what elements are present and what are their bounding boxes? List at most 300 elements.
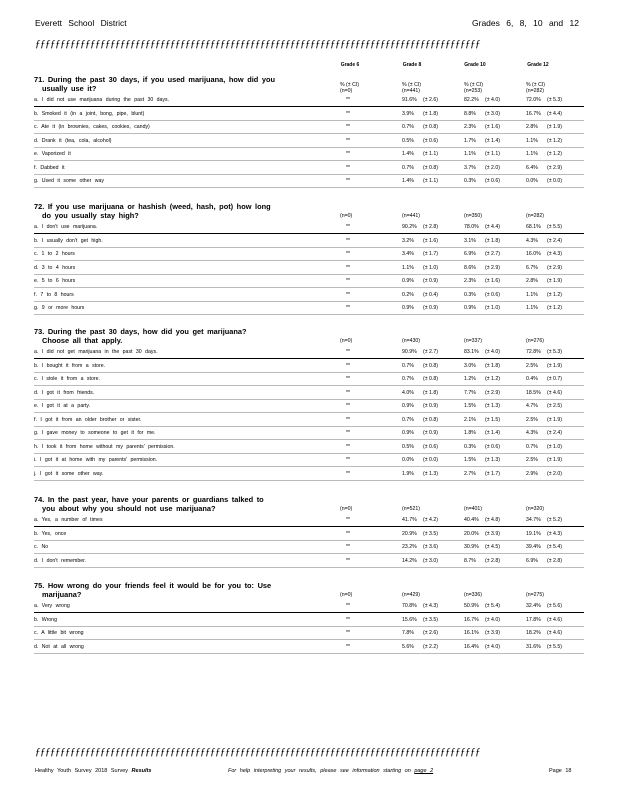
sample-size: (n=275) xyxy=(526,592,545,598)
confidence-interval: (± 5.3) xyxy=(547,349,562,355)
percent-value: 8.8% xyxy=(464,110,476,117)
confidence-interval: (± 0.8) xyxy=(423,164,438,171)
response-label: j. I got it some other way. xyxy=(34,470,104,477)
footer-help-text: For help interpreting your results, please see information starting on xyxy=(228,768,411,774)
response-label: f. 7 to 8 hours xyxy=(34,291,74,298)
confidence-interval: (± 5.2) xyxy=(547,517,562,523)
percent-value: 0.5% xyxy=(402,443,414,450)
row-divider xyxy=(34,314,584,315)
table-row xyxy=(34,109,584,121)
confidence-interval: (± 0.0) xyxy=(547,178,562,184)
percent-value: 0.2% xyxy=(402,291,414,298)
percent-value: ** xyxy=(346,251,351,257)
confidence-interval: (± 0.7) xyxy=(547,376,562,382)
confidence-interval: (± 4.6) xyxy=(547,389,562,396)
confidence-interval: (± 1.7) xyxy=(423,251,438,257)
table-row xyxy=(34,95,584,107)
table-row xyxy=(34,601,584,613)
row-divider xyxy=(34,372,584,373)
table-row xyxy=(34,401,584,413)
response-label: b. I bought it from a store. xyxy=(34,362,106,369)
table-row xyxy=(34,136,584,148)
percent-value: 2.5% xyxy=(526,362,538,369)
percent-value: 0.4% xyxy=(526,376,538,382)
percent-value: 72.0% xyxy=(526,97,541,103)
row-divider xyxy=(34,260,584,261)
question-title-line: marijuana? xyxy=(42,589,82,599)
response-label: c. I stole it from a store. xyxy=(34,376,100,382)
confidence-interval: (± 3.0) xyxy=(423,557,438,564)
percent-value: 6.4% xyxy=(526,164,538,171)
percent-value: 90.9% xyxy=(402,349,417,355)
percent-value: 30.9% xyxy=(464,544,479,550)
percent-value: 34.7% xyxy=(526,517,541,523)
percent-value: 1.1% xyxy=(526,305,538,311)
sample-size: (n=337) xyxy=(464,338,483,344)
table-row xyxy=(34,556,584,568)
percent-value: 0.0% xyxy=(402,457,414,463)
confidence-interval: (± 4.0) xyxy=(485,616,500,623)
confidence-interval: (± 3.5) xyxy=(423,616,438,623)
percent-value: 5.6% xyxy=(402,643,414,650)
confidence-interval: (± 4.6) xyxy=(547,616,562,623)
percent-value: 1.5% xyxy=(464,403,476,409)
confidence-interval: (± 3.0) xyxy=(485,110,500,117)
row-divider xyxy=(34,653,584,654)
percent-value: 0.7% xyxy=(402,164,414,171)
confidence-interval: (± 1.1) xyxy=(423,151,438,157)
percent-value: ** xyxy=(346,443,351,450)
confidence-interval: (± 2.2) xyxy=(423,643,438,650)
confidence-interval: (± 2.5) xyxy=(547,403,562,409)
row-divider xyxy=(34,358,584,359)
table-row xyxy=(34,361,584,373)
table-row xyxy=(34,529,584,541)
percent-value: 3.2% xyxy=(402,237,414,244)
confidence-interval: (± 1.3) xyxy=(485,457,500,463)
page-number: Page 18 xyxy=(549,768,572,774)
percent-value: 50.9% xyxy=(464,603,479,609)
percent-value: ** xyxy=(346,530,351,537)
confidence-interval: (± 4.0) xyxy=(485,349,500,355)
confidence-interval: (± 4.4) xyxy=(547,110,562,117)
confidence-interval: (± 1.1) xyxy=(485,151,500,157)
response-label: a. I did not use marijuana during the past 30 days. xyxy=(34,97,170,103)
response-label: f. Dabbed it xyxy=(34,164,65,171)
percent-value: 18.2% xyxy=(526,630,541,636)
table-row xyxy=(34,347,584,359)
confidence-interval: (± 4.3) xyxy=(423,603,438,609)
confidence-interval: (± 2.4) xyxy=(547,237,562,244)
confidence-interval: (± 1.2) xyxy=(547,291,562,298)
confidence-interval: (± 4.5) xyxy=(485,544,500,550)
percent-value: 0.3% xyxy=(464,443,476,450)
confidence-interval: (± 0.8) xyxy=(423,124,438,130)
row-divider xyxy=(34,466,584,467)
percent-value: 2.5% xyxy=(526,416,538,423)
percent-value: 3.1% xyxy=(464,237,476,244)
percent-value: 1.8% xyxy=(464,430,476,436)
percent-value: 1.4% xyxy=(402,178,414,184)
percent-value: ** xyxy=(346,389,351,396)
table-row xyxy=(34,455,584,467)
row-divider xyxy=(34,133,584,134)
confidence-interval: (± 0.6) xyxy=(423,137,438,144)
confidence-interval: (± 1.8) xyxy=(423,110,438,117)
ci-label: % (± CI) xyxy=(526,82,545,88)
percent-value: 23.2% xyxy=(402,544,417,550)
percent-value: 0.9% xyxy=(402,430,414,436)
response-label: b. Smoked it (in a joint, bong, pipe, blunt) xyxy=(34,110,145,117)
percent-value: 0.5% xyxy=(402,137,414,144)
percent-value: 0.9% xyxy=(464,305,476,311)
row-divider xyxy=(34,526,584,527)
percent-value: 19.1% xyxy=(526,530,541,537)
top-divider: ƒƒƒƒƒƒƒƒƒƒƒƒƒƒƒƒƒƒƒƒƒƒƒƒƒƒƒƒƒƒƒƒƒƒƒƒƒƒƒƒƒƒƒƒƒƒƒƒƒƒƒƒƒƒƒƒƒƒƒƒƒƒƒƒƒƒƒƒƒƒƒƒƒƒƒƒƒƒƒƒƒƒƒƒƒƒƒƒƒ xyxy=(35,38,480,50)
confidence-interval: (± 1.6) xyxy=(423,237,438,244)
table-row xyxy=(34,415,584,427)
confidence-interval: (± 3.9) xyxy=(485,530,500,537)
table-row xyxy=(34,515,584,527)
sample-size: (n=0) xyxy=(340,213,353,219)
sample-size: (n=0) xyxy=(340,88,353,94)
response-label: a. Very wrong xyxy=(34,603,70,609)
confidence-interval: (± 4.0) xyxy=(485,97,500,103)
confidence-interval: (± 1.0) xyxy=(485,305,500,311)
row-divider xyxy=(34,612,584,613)
percent-value: 15.6% xyxy=(402,616,417,623)
response-label: i. I got it at home with my parents' permission. xyxy=(34,457,158,463)
table-row xyxy=(34,222,584,234)
response-label: c. A little bit wrong xyxy=(34,630,84,636)
confidence-interval: (± 1.8) xyxy=(423,389,438,396)
row-divider xyxy=(34,120,584,121)
sample-size: (n=429) xyxy=(402,592,421,598)
confidence-interval: (± 1.7) xyxy=(485,470,500,477)
confidence-interval: (± 1.2) xyxy=(547,305,562,311)
page-2-link[interactable]: page 2 xyxy=(414,768,434,774)
confidence-interval: (± 1.9) xyxy=(547,278,562,284)
percent-value: 4.3% xyxy=(526,430,538,436)
percent-value: 1.1% xyxy=(402,264,414,271)
question-title-line: 72. If you use marijuana or hashish (weed, hash, pot) how long xyxy=(34,202,271,211)
sample-size: (n=441) xyxy=(402,88,421,94)
percent-value: 2.3% xyxy=(464,124,476,130)
confidence-interval: (± 1.3) xyxy=(485,403,500,409)
confidence-interval: (± 1.0) xyxy=(423,264,438,271)
percent-value: 2.3% xyxy=(464,278,476,284)
percent-value: ** xyxy=(346,151,351,157)
percent-value: ** xyxy=(346,544,351,550)
row-divider xyxy=(34,160,584,161)
percent-value: 20.0% xyxy=(464,530,479,537)
confidence-interval: (± 1.6) xyxy=(485,278,500,284)
confidence-interval: (± 1.0) xyxy=(547,443,562,450)
response-label: c. 1 to 2 hours xyxy=(34,251,75,257)
confidence-interval: (± 5.5) xyxy=(547,224,562,230)
table-row xyxy=(34,276,584,288)
percent-value: 4.7% xyxy=(526,403,538,409)
confidence-interval: (± 0.9) xyxy=(423,305,438,311)
percent-value: ** xyxy=(346,376,351,382)
question-title-line: 73. During the past 30 days, how did you get marijuana? xyxy=(34,327,247,336)
row-divider xyxy=(34,480,584,481)
response-label: e. 5 to 6 hours xyxy=(34,278,76,284)
percent-value: 3.4% xyxy=(402,251,414,257)
confidence-interval: (± 1.3) xyxy=(423,470,438,477)
footer-results: Results xyxy=(131,768,152,774)
response-label: a. Yes, a number of times xyxy=(34,517,103,523)
percent-value: 0.9% xyxy=(402,305,414,311)
percent-value: ** xyxy=(346,264,351,271)
percent-value: 6.9% xyxy=(526,557,538,564)
confidence-interval: (± 1.2) xyxy=(547,137,562,144)
percent-value: 8.6% xyxy=(464,264,476,271)
percent-value: ** xyxy=(346,291,351,298)
sample-size: (n=253) xyxy=(464,88,483,94)
footer-help xyxy=(228,768,433,774)
question-title xyxy=(34,582,324,599)
percent-value: 3.9% xyxy=(402,110,414,117)
confidence-interval: (± 2.9) xyxy=(485,389,500,396)
percent-value: 20.9% xyxy=(402,530,417,537)
confidence-interval: (± 5.4) xyxy=(485,603,500,609)
response-label: h. I took it from home without my parents' permission. xyxy=(34,443,175,450)
row-divider xyxy=(34,174,584,175)
percent-value: 8.7% xyxy=(464,557,476,564)
table-row xyxy=(34,163,584,175)
percent-value: 16.7% xyxy=(526,110,541,117)
percent-value: 31.6% xyxy=(526,643,541,650)
percent-value: ** xyxy=(346,305,351,311)
percent-value: ** xyxy=(346,430,351,436)
confidence-interval: (± 0.8) xyxy=(423,376,438,382)
percent-value: ** xyxy=(346,616,351,623)
percent-value: 2.1% xyxy=(464,416,476,423)
percent-value: 17.8% xyxy=(526,616,541,623)
confidence-interval: (± 0.9) xyxy=(423,430,438,436)
table-row xyxy=(34,442,584,454)
sample-size: (n=320) xyxy=(526,506,545,512)
percent-value: ** xyxy=(346,403,351,409)
confidence-interval: (± 3.6) xyxy=(423,544,438,550)
ci-label: % (± CI) xyxy=(402,82,421,88)
question-title-line: Choose all that apply. xyxy=(42,335,123,345)
response-label: e. Vaporized it xyxy=(34,151,71,157)
sample-size: (n=0) xyxy=(340,506,353,512)
percent-value: 7.8% xyxy=(402,630,414,636)
grades-label: Grades 6, 8, 10 and 12 xyxy=(472,18,579,28)
confidence-interval: (± 0.8) xyxy=(423,416,438,423)
percent-value: 16.1% xyxy=(464,630,479,636)
response-label: b. I usually don't get high. xyxy=(34,237,103,244)
response-label: a. I don't use marijuana. xyxy=(34,224,98,230)
question-title-line: you about why you should not use marijuana? xyxy=(42,503,216,513)
percent-value: ** xyxy=(346,470,351,477)
response-label: d. Not at all wrong xyxy=(34,643,84,650)
confidence-interval: (± 1.8) xyxy=(485,362,500,369)
response-label: g. Used it some other way xyxy=(34,178,104,184)
percent-value: 70.8% xyxy=(402,603,417,609)
question-title xyxy=(34,328,324,345)
percent-value: 1.1% xyxy=(526,137,538,144)
percent-value: 68.1% xyxy=(526,224,541,230)
confidence-interval: (± 0.8) xyxy=(423,362,438,369)
confidence-interval: (± 0.6) xyxy=(485,178,500,184)
sample-size: (n=441) xyxy=(402,213,421,219)
row-divider xyxy=(34,385,584,386)
percent-value: ** xyxy=(346,416,351,423)
percent-value: 2.7% xyxy=(464,470,476,477)
percent-value: 0.7% xyxy=(402,124,414,130)
question-title-line: 74. In the past year, have your parents or guardians talked to xyxy=(34,495,264,504)
percent-value: ** xyxy=(346,137,351,144)
percent-value: 6.7% xyxy=(526,264,538,271)
percent-value: 0.9% xyxy=(402,403,414,409)
percent-value: ** xyxy=(346,643,351,650)
confidence-interval: (± 1.9) xyxy=(547,457,562,463)
percent-value: ** xyxy=(346,110,351,117)
table-row xyxy=(34,263,584,275)
percent-value: ** xyxy=(346,164,351,171)
confidence-interval: (± 1.4) xyxy=(485,137,500,144)
row-divider xyxy=(34,439,584,440)
table-row xyxy=(34,149,584,161)
ci-label: % (± CI) xyxy=(340,82,359,88)
percent-value: ** xyxy=(346,124,351,130)
confidence-interval: (± 1.9) xyxy=(547,124,562,130)
row-divider xyxy=(34,147,584,148)
sample-size: (n=282) xyxy=(526,88,545,94)
percent-value: 1.5% xyxy=(464,457,476,463)
question-title-line: do you usually stay high? xyxy=(42,210,139,220)
response-label: d. Drank it (tea, cola, alcohol) xyxy=(34,137,112,144)
table-row xyxy=(34,428,584,440)
percent-value: 4.3% xyxy=(526,237,538,244)
sample-size: (n=521) xyxy=(402,506,421,512)
response-label: d. I don't remember. xyxy=(34,557,86,564)
confidence-interval: (± 1.9) xyxy=(547,416,562,423)
grade-12-header: Grade 12 xyxy=(527,62,549,68)
confidence-interval: (± 0.9) xyxy=(423,403,438,409)
confidence-interval: (± 2.9) xyxy=(547,164,562,171)
footer-survey xyxy=(35,768,151,774)
confidence-interval: (± 5.5) xyxy=(547,643,562,650)
row-divider xyxy=(34,453,584,454)
question-title xyxy=(34,76,324,93)
confidence-interval: (± 1.9) xyxy=(547,362,562,369)
percent-value: 16.4% xyxy=(464,643,479,650)
response-label: b. Yes, once xyxy=(34,530,67,537)
confidence-interval: (± 2.9) xyxy=(485,264,500,271)
grade-6-header: Grade 6 xyxy=(340,62,360,68)
percent-value: ** xyxy=(346,603,351,609)
percent-value: 1.2% xyxy=(464,376,476,382)
percent-value: 90.2% xyxy=(402,224,417,230)
percent-value: 32.4% xyxy=(526,603,541,609)
percent-value: 0.7% xyxy=(402,376,414,382)
table-row xyxy=(34,615,584,627)
confidence-interval: (± 1.5) xyxy=(485,416,500,423)
table-row xyxy=(34,290,584,302)
table-row xyxy=(34,469,584,481)
table-row xyxy=(34,236,584,248)
confidence-interval: (± 2.4) xyxy=(547,430,562,436)
response-label: f. I got it from an older brother or sister. xyxy=(34,416,142,423)
percent-value: ** xyxy=(346,97,351,103)
table-row xyxy=(34,542,584,554)
grade-10-header: Grade 10 xyxy=(464,62,486,68)
sample-size: (n=350) xyxy=(464,213,483,219)
confidence-interval: (± 2.7) xyxy=(423,349,438,355)
percent-value: 0.7% xyxy=(526,443,538,450)
confidence-interval: (± 0.9) xyxy=(423,278,438,284)
confidence-interval: (± 3.9) xyxy=(485,630,500,636)
table-row xyxy=(34,176,584,188)
percent-value: 82.2% xyxy=(464,97,479,103)
response-label: c. Ate it (in brownies, cakes, cookies, candy) xyxy=(34,124,150,130)
footer-survey-name: Healthy Youth Survey 2018 Survey xyxy=(35,768,129,774)
percent-value: 3.7% xyxy=(464,164,476,171)
percent-value: 2.5% xyxy=(526,457,538,463)
percent-value: 72.8% xyxy=(526,349,541,355)
confidence-interval: (± 4.2) xyxy=(423,517,438,523)
percent-value: 0.3% xyxy=(464,291,476,298)
percent-value: ** xyxy=(346,178,351,184)
confidence-interval: (± 2.8) xyxy=(547,557,562,564)
confidence-interval: (± 0.6) xyxy=(485,291,500,298)
confidence-interval: (± 2.9) xyxy=(547,264,562,271)
percent-value: ** xyxy=(346,517,351,523)
confidence-interval: (± 2.8) xyxy=(485,557,500,564)
percent-value: 3.0% xyxy=(464,362,476,369)
confidence-interval: (± 4.3) xyxy=(547,251,562,257)
percent-value: 1.1% xyxy=(526,291,538,298)
percent-value: 1.4% xyxy=(402,151,414,157)
sample-size: (n=282) xyxy=(526,213,545,219)
percent-value: 0.9% xyxy=(402,278,414,284)
row-divider xyxy=(34,426,584,427)
response-label: d. I got it from friends. xyxy=(34,389,95,396)
percent-value: 18.5% xyxy=(526,389,541,396)
table-row xyxy=(34,374,584,386)
percent-value: 78.0% xyxy=(464,224,479,230)
percent-value: 16.0% xyxy=(526,251,541,257)
response-label: b. Wrong xyxy=(34,616,57,623)
percent-value: 2.8% xyxy=(526,124,538,130)
percent-value: 0.7% xyxy=(402,362,414,369)
confidence-interval: (± 1.4) xyxy=(485,430,500,436)
confidence-interval: (± 5.3) xyxy=(547,97,562,103)
percent-value: 14.2% xyxy=(402,557,417,564)
district-name: Everett School District xyxy=(35,18,127,28)
sample-size: (n=401) xyxy=(464,506,483,512)
row-divider xyxy=(34,187,584,188)
percent-value: 7.7% xyxy=(464,389,476,396)
row-divider xyxy=(34,287,584,288)
confidence-interval: (± 1.6) xyxy=(485,124,500,130)
confidence-interval: (± 5.4) xyxy=(547,544,562,550)
confidence-interval: (± 2.7) xyxy=(485,251,500,257)
confidence-interval: (± 3.5) xyxy=(423,530,438,537)
percent-value: ** xyxy=(346,457,351,463)
percent-value: 2.8% xyxy=(526,278,538,284)
percent-value: ** xyxy=(346,362,351,369)
row-divider xyxy=(34,540,584,541)
confidence-interval: (± 2.8) xyxy=(423,224,438,230)
confidence-interval: (± 1.8) xyxy=(485,237,500,244)
percent-value: 39.4% xyxy=(526,544,541,550)
